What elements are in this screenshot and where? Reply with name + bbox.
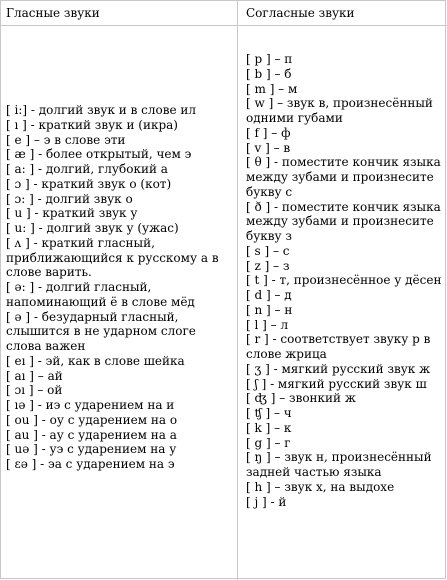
consonant-line: [ m ] – м — [246, 81, 298, 96]
consonant-line: [ r ] - соответствует звуку р в — [246, 332, 431, 347]
consonant-line: слове жрица — [246, 347, 327, 361]
consonant-line: [ t ] - т, произнесённое у дёсен — [246, 273, 442, 288]
consonant-line: [ w ] – звук в, произнесённый — [246, 96, 433, 111]
consonant-line: [ j ] - й — [246, 494, 287, 509]
vowel-line: [ aı ] – ай — [6, 368, 63, 383]
consonant-line: одними губами — [246, 111, 343, 125]
vowel-line: [ u: ] - долгий звук у (ужас) — [6, 221, 179, 235]
consonant-line: [ ʧ ] – ч — [246, 406, 292, 420]
consonants-header: Согласные звуки — [246, 6, 355, 20]
vowel-line: [ ʌ ] - краткий гласный, — [6, 235, 155, 250]
vowel-line: [ u ] - краткий звук у — [6, 206, 138, 221]
vowel-line: [ ɔı ] – ой — [6, 383, 63, 398]
vowel-line: [ ə ] - безударный гласный, — [6, 309, 179, 324]
consonant-line: задней частью языка — [246, 465, 382, 479]
consonant-line: [ s ] – с — [246, 243, 290, 258]
vowel-line: [ i:] - долгий звук и в слове ил — [6, 103, 196, 117]
vowel-line: слова важен — [6, 339, 86, 353]
consonant-line: [ f ] – ф — [246, 125, 291, 140]
vowel-line: слышится в не ударном слоге — [6, 324, 196, 339]
vowel-line: приближающийся к русскому а в — [6, 250, 219, 265]
vowel-line: [ ə: ] - долгий гласный, — [6, 280, 152, 294]
vowel-line: [ ı ] - краткий звук и (икра) — [6, 117, 178, 132]
consonant-line: [ l ] – л — [246, 317, 289, 332]
consonant-line: [ g ] – г — [246, 435, 291, 450]
vowel-line: [ ıə ] - иэ с ударением на и — [6, 398, 175, 412]
vowel-line: [ eı ] - эй, как в слове шейка — [6, 353, 185, 368]
consonant-line: [ ð ] - поместите кончик языка — [246, 199, 441, 214]
vowel-line: [ e ] – э в слове эти — [6, 132, 126, 147]
consonant-line: [ ʃ ] - мягкий русский звук ш — [246, 376, 427, 391]
consonant-line: [ v ] – в — [246, 140, 291, 155]
consonant-line: [ n ] – н — [246, 302, 293, 317]
vowel-line: [ ɔ: ] - долгий звук о — [6, 191, 133, 206]
consonants-list — [246, 52, 442, 509]
vowel-line: напоминающий ё в слове мёд — [6, 294, 195, 309]
vowel-line: [ ɛə ] - эа с ударением на э — [6, 457, 175, 471]
consonant-line: [ ʤ ] – звонкий ж — [246, 391, 356, 406]
consonant-line: [ b ] – б — [246, 66, 292, 81]
consonant-line: [ d ] – д — [246, 288, 292, 302]
consonant-line: [ h ] – звук х, на выдохе — [246, 479, 395, 494]
consonant-line: [ p ] – п — [246, 52, 293, 66]
consonant-line: [ θ ] - поместите кончик языка — [246, 155, 441, 170]
consonant-line: [ ŋ ] – звук н, произнесённый — [246, 450, 432, 465]
vowel-line: [ ɔ ] - краткий звук о (кот) — [6, 176, 172, 191]
consonant-line: букву с — [246, 184, 293, 199]
consonant-line: [ k ] – к — [246, 420, 292, 435]
consonant-line: между зубами и произнесите — [246, 170, 434, 184]
vowels-list — [6, 103, 232, 472]
vowel-line: [ au ] - ау с ударением на а — [6, 427, 177, 442]
column-divider — [237, 1, 238, 580]
vowel-line: слове варить. — [6, 265, 92, 280]
header-divider — [1, 25, 447, 26]
consonant-line: букву з — [246, 229, 292, 243]
consonant-line: [ ʒ ] - мягкий русский звук ж — [246, 361, 431, 376]
consonant-line: между зубами и произнесите — [246, 214, 434, 229]
vowel-line: [ uə ] - уэ с ударением на у — [6, 442, 177, 457]
vowel-line: [ æ ] - более открытый, чем э — [6, 147, 192, 162]
vowel-line: [ ou ] - оу с ударением на о — [6, 412, 178, 427]
vowel-line: [ a: ] - долгий, глубокий а — [6, 162, 168, 176]
vowels-header: Гласные звуки — [6, 6, 100, 20]
consonant-line: [ z ] – з — [246, 258, 290, 273]
